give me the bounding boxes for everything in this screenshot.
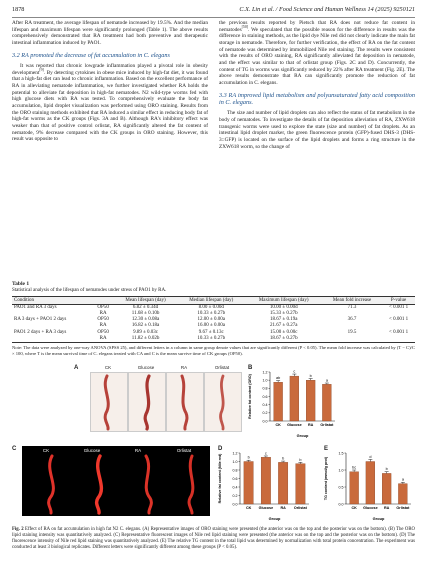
col-group (92, 296, 114, 304)
table-row (12, 336, 415, 343)
table-cell: 10.33 ± 0.27b (197, 310, 226, 316)
right-column (219, 20, 415, 150)
y-axis-label: TG content (mmol/g prot) (324, 456, 328, 501)
table-cell: 11.68 ± 0.10b (131, 310, 160, 316)
oro-image-glucose (128, 372, 166, 432)
table-cell: RA (92, 336, 114, 343)
header-rule (12, 17, 415, 18)
col-fold: Mean fold increase (322, 296, 382, 304)
significance-letter: d (369, 454, 372, 459)
bar (244, 462, 253, 505)
bar (398, 484, 407, 504)
oro-image-orlistat (204, 372, 242, 432)
table-cell: RA (99, 310, 107, 316)
bar (366, 462, 375, 505)
table-cell: 18.67 ± 0.27b (246, 336, 322, 343)
col-mean: Mean lifespan (day) (114, 296, 177, 304)
y-tick-label: 0.6 (232, 476, 238, 481)
figure-2 (12, 364, 415, 524)
table-cell: 12.30 ± 0.08a (131, 317, 160, 323)
table-cell: 15.33 ± 0.27b (269, 310, 298, 316)
bar (274, 382, 283, 421)
significance-letter: b (385, 467, 388, 472)
paragraph (219, 20, 415, 87)
significance-letter: b (299, 457, 302, 462)
text-run: . By detecting cytokines in obese mice induced by high-fat diet, it was found that a high-fat diet can lead to chronic inflammation. Based on the excellent performance of RA in alleviating nematode inflammation, we further investigated whether RA holds the potential to alleviate fat deposition in high-fat nematodes. N2 wild-type worms fed with high glucose diets with RA was tested. To comprehensively evaluate the body fat accumulation, lipid droplet visualization was performed using ORO staining. Results from the ORO staining methods exhibited that RA induced a similar effect in reducing body fat of high-fat worms as the CK groups (Figs. 3A and B). Although RA's inhibitory effect was weaker than that of positive control orlistat, RA significantly altered the fat content of nematode, 9% decrease compared with the CK groups in ORO staining. However, this result was opposite to (12, 69, 208, 143)
significance-letter: ab (276, 376, 281, 381)
panel-label-d: D (218, 446, 223, 452)
x-axis-label: Group (372, 516, 385, 521)
bar (382, 473, 391, 504)
x-tick-label: RA (280, 506, 286, 510)
paragraph: The size and number of lipid droplets can also reflect the status of fat metabolism in the body of nematodes. To investigate the details of fat deposition alleviation of RA, ZXW618 transgenic worms were used to explore the state (size and number) of fat droplets. As an intestinal lipid droplet marker, the green fluorescence protein (GFP)-fused DHS-3 (DHS-3::GFP) is located on the surface of the lipid droplets and forms a ring structure in the ZXW618 worm, so the change of (219, 110, 415, 150)
table-cell: 10.33 ± 0.27b (177, 336, 245, 343)
table-cell: 15.00 ± 0.00c (269, 329, 298, 335)
bar (322, 384, 331, 421)
page-number: 1878 (12, 6, 25, 13)
x-tick-label: RA (307, 423, 314, 427)
nile-red-worms (22, 446, 210, 516)
x-tick-label: Orlistat (396, 506, 410, 510)
table-header-row (12, 296, 415, 304)
table-cell: 36.7 (347, 317, 357, 323)
panel-label-e: E (324, 446, 329, 452)
journal-citation: C.X. Lin et al. / Food Science and Human Wellness 14 (2025) 9250121 (239, 6, 415, 13)
worm-icon (189, 456, 193, 513)
table-cell: PAO1 2 days + RA 3 days (14, 329, 67, 335)
y-tick-label: 0.6 (262, 394, 268, 399)
x-tick-label: CK (275, 423, 281, 427)
y-axis-label: Relative fat content (Nile red) (218, 453, 222, 504)
image-label-glucose: Glucose (137, 365, 155, 370)
y-tick-label: 0.8 (232, 468, 238, 473)
x-tick-label: Orlistat (293, 506, 307, 510)
y-tick-label: 1.5 (338, 451, 344, 456)
y-tick-label: 1.0 (338, 468, 344, 473)
y-tick-label: 1.0 (262, 378, 268, 383)
image-label-orlistat: Orlistat (214, 365, 230, 370)
y-tick-label: 0.0 (338, 502, 344, 507)
image-label-orlistat: Orlistat (176, 448, 192, 453)
significance-letter: c (264, 451, 267, 456)
table-grid (12, 296, 415, 344)
table-subtitle: Statistical analysis of the lifespan of nematodes under stress of PAO1 by RA. (12, 288, 167, 293)
worm-icon (129, 373, 165, 431)
table-cell: 9.67 ± 0.13c (198, 329, 224, 335)
bar (290, 376, 299, 421)
table-cell: 21.67 ± 0.27a (269, 323, 298, 329)
x-tick-label: CK (245, 506, 252, 510)
section-heading: 3.3 RA improved lipid metabolism and polyunsaturated fatty acid composition in C. elegans. (219, 91, 415, 106)
y-tick-label: 0.0 (262, 419, 268, 424)
y-tick-label: 0.4 (232, 485, 238, 490)
text-run: It was reported that chronic lowgrade inflammation played a pivotal role in obesity development (12, 63, 208, 76)
significance-letter: b (309, 374, 312, 379)
y-axis-label: Relative fat content (ORO) (248, 374, 252, 419)
caption-text: Effect of RA on fat accumulation in high fat N2 C. elegans. (A) Representative images of ORO staining were presented (the anterior was on the top and the posterior was on the bottom). (B) The ORO lipid staining intensity was quantitatively analyzed. (C) Representative fluorescent images of Nile red lipid staining were presented (the anterior was on the top and the posterior was on the bottom). (D) The fluorescence intensity of Nile red lipid staining was quantitatively analyzed. (E) The relative TG content in the total lipid was determined by normalization with total protein concentration. The experiment was conducted at least 3 biological replicates. Different letters were significantly different among these groups (P < 0.05). (12, 527, 415, 550)
panel-label-a: A (74, 365, 79, 371)
page-header (12, 6, 415, 16)
col-condition: Condition (12, 296, 92, 304)
image-label-ck: CK (42, 448, 50, 453)
text-run: . We speculated that the possible reason for the difference in results was the difference in staining methods, as the lipid dye Nile red did not clearly indicate the main fat storage in nematode. Therefore, for further verification, the effect of RA on the fat content of nematode was determined by immobilized Nile red staining. The results were consistent with the results of ORO staining, RA significantly alleviated fat deposition in nematode, and the effect was similar to that of orlistat group (Figs. 2C and D). Concurrently, the content of TG in worms was significantly reduced by 22% after RA treatment (Fig. 2E). The above results demonstrate that RA can significantly promote the reduction of fat accumulation in C. elegans. (219, 26, 415, 86)
x-axis-label: Group (268, 516, 281, 521)
worm-icon (146, 456, 151, 513)
chart-e (322, 445, 414, 523)
bar (261, 457, 270, 504)
text-run: the previous results reported by Pietsch that RA does not reduce fat content in nematodes (219, 20, 415, 33)
table-cell: RA 3 days + PAO1 2 days (14, 317, 67, 323)
table-cell: PAO1 and RA 3 days (14, 304, 57, 310)
table-title: Table 1 (12, 281, 30, 287)
y-tick-label: 0.0 (232, 502, 238, 507)
y-tick-label: 0.2 (262, 411, 268, 416)
x-tick-label: Glucose (363, 506, 378, 510)
bar (278, 462, 287, 504)
table-cell (382, 336, 415, 343)
table-cell: OP50 (97, 329, 109, 335)
oro-image-ck (90, 372, 128, 432)
col-pvalue: P-value (382, 296, 415, 304)
y-tick-label: 0.2 (232, 493, 238, 498)
image-label-glucose: Glucose (83, 448, 101, 453)
panel-label-b: B (248, 365, 253, 371)
worm-icon (167, 373, 203, 431)
worm-icon (49, 456, 54, 513)
left-column (12, 20, 208, 143)
x-tick-label: Glucose (287, 423, 302, 427)
table-cell: RA (99, 323, 107, 329)
worm-icon (205, 373, 241, 431)
x-tick-label: Glucose (258, 506, 274, 510)
table-cell: 19.5 (347, 329, 357, 335)
y-tick-label: 0.8 (262, 386, 268, 391)
table-cell: 16.82 ± 0.18a (131, 323, 160, 329)
table-cell: 12.00 ± 0.00a (197, 317, 225, 323)
image-label-ra: RA (134, 448, 142, 453)
y-tick-label: 0.5 (338, 485, 344, 490)
significance-letter: bc (352, 465, 357, 470)
x-tick-label: CK (351, 506, 357, 510)
table-cell (12, 336, 92, 343)
x-tick-label: RA (383, 506, 390, 510)
y-tick-label: 1.0 (232, 459, 238, 464)
figure-caption (12, 527, 415, 551)
table-cell: 10.00 ± 0.00d (269, 304, 298, 310)
table-cell: < 0.001 1 (389, 304, 409, 310)
table-cell: < 0.001 1 (389, 329, 409, 335)
table-cell: 16.00 ± 0.00a (197, 323, 225, 329)
caption-label: Fig. 2 (12, 527, 24, 532)
x-tick-label: Orlistat (320, 423, 334, 427)
table-cell: OP50 (97, 304, 109, 310)
col-median: Median lifespan (day) (177, 296, 245, 304)
col-max: Maximum lifespan (day) (246, 296, 322, 304)
panel-label-c: C (12, 446, 17, 452)
paragraph: After RA treatment, the average lifespan of nematode increased by 19.5%. And the median lifespan and maximum lifespan were significantly prolonged (Table 1). The above results comprehensively demonstrated that RA treatment had both preventive and therapeutic intestinal inflammation induced by PAO1. (12, 20, 208, 46)
oro-image-ra (166, 372, 204, 432)
chart-b (246, 364, 338, 440)
table-cell: 8.00 ± 0.00d (198, 304, 224, 310)
citation-ref[interactable]: [9] (39, 67, 44, 72)
paragraph (12, 63, 208, 143)
significance-letter: b (282, 456, 285, 461)
x-axis-label: Group (296, 433, 309, 438)
table-note: Note: The data were analyzed by one-way ANOVA (SPSS 25), and different letters in a column in same group denote values that are significantly different (P < 0.05). The mean fold increase was calculated by (T − C)/C × 100, where T is the mean survival time of C. elegans treated with CA and C is the mean survive time of CK groups (OP50). (12, 345, 415, 357)
bar (350, 472, 359, 504)
bar (306, 380, 315, 421)
significance-letter: a (401, 477, 404, 482)
image-label-ck: CK (104, 365, 112, 370)
table-cell: 71.3 (347, 304, 357, 310)
section-heading: 3.2 RA promoted the decrease of fat accumulation in C. elegans (12, 51, 170, 59)
table-row (12, 304, 415, 311)
significance-letter: c (293, 369, 296, 374)
significance-letter: a (325, 378, 328, 383)
table-cell: 6.82 ± 0.34d (132, 304, 159, 310)
table-cell: 18.67 ± 0.19a (269, 317, 298, 323)
worm-icon (97, 456, 102, 513)
chart-d (216, 445, 312, 523)
worm-icon (91, 373, 127, 431)
table-cell: 11.82 ± 0.02b (114, 336, 177, 343)
bar (296, 464, 305, 504)
table-cell: 9.89 ± 0.03c (133, 329, 159, 335)
table-cell (322, 336, 382, 343)
y-tick-label: 1.2 (262, 370, 268, 375)
y-tick-label: 0.4 (262, 402, 268, 407)
y-tick-label: 1.2 (232, 451, 238, 456)
image-label-ra: RA (180, 365, 188, 370)
significance-letter: b (247, 455, 250, 460)
lifespan-table (12, 281, 415, 357)
table-cell: < 0.001 1 (389, 317, 409, 323)
citation-ref[interactable]: [50] (241, 24, 248, 29)
table-cell: OP50 (97, 317, 109, 323)
